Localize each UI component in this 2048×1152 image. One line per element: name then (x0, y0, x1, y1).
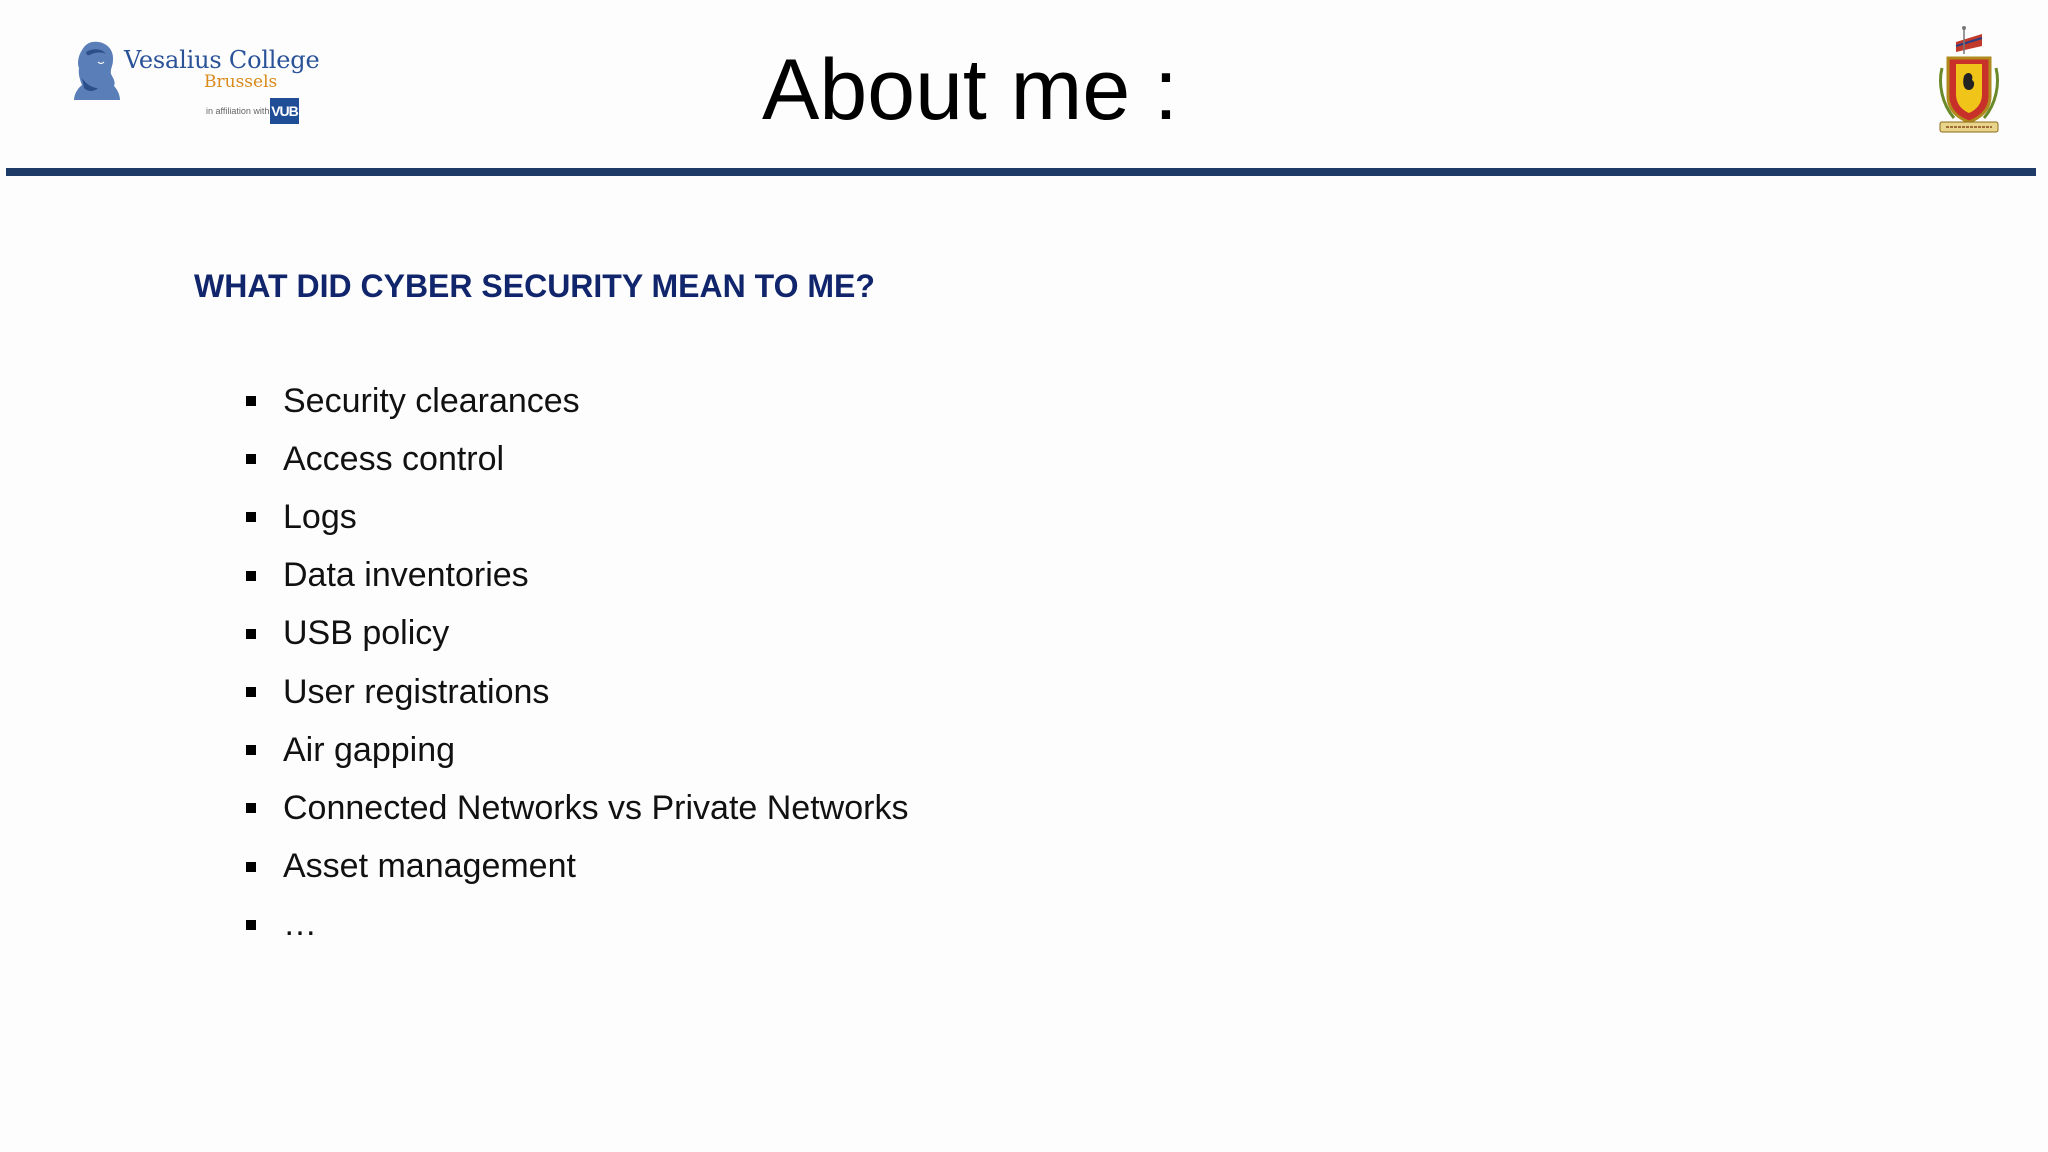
square-bullet-icon (246, 687, 256, 697)
square-bullet-icon (246, 396, 256, 406)
section-subtitle: WHAT DID CYBER SECURITY MEAN TO ME? (194, 268, 875, 304)
bullet-text: USB policy (283, 614, 450, 653)
square-bullet-icon (246, 629, 256, 639)
bullet-text: … (283, 905, 317, 944)
bullet-text: Access control (283, 439, 505, 478)
slide-title: About me : (762, 42, 1178, 138)
square-bullet-icon (246, 745, 256, 755)
list-item (246, 779, 908, 837)
list-item (246, 430, 908, 488)
list-item (246, 663, 908, 721)
vub-badge: VUB (270, 98, 299, 124)
logo-city-name: Brussels (204, 72, 278, 92)
list-item (246, 605, 908, 663)
heraldic-crest-icon (1934, 24, 2004, 136)
list-item (246, 488, 908, 546)
list-item (246, 896, 908, 954)
square-bullet-icon (246, 920, 256, 930)
bullet-list (246, 372, 908, 954)
list-item (246, 547, 908, 605)
logo-college-name: Vesalius College (124, 46, 320, 74)
bullet-text: Logs (283, 497, 357, 536)
list-item (246, 838, 908, 896)
square-bullet-icon (246, 862, 256, 872)
logo-affiliation-text: in affiliation with (206, 106, 270, 116)
square-bullet-icon (246, 803, 256, 813)
header-divider (6, 168, 2036, 176)
list-item (246, 372, 908, 430)
bullet-text: Air gapping (283, 730, 456, 769)
square-bullet-icon (246, 454, 256, 464)
bullet-text: User registrations (283, 672, 550, 711)
bullet-text: Data inventories (283, 556, 529, 595)
square-bullet-icon (246, 512, 256, 522)
bullet-text: Security clearances (283, 381, 580, 420)
list-item (246, 721, 908, 779)
bullet-text: Asset management (283, 847, 576, 886)
bullet-text: Connected Networks vs Private Networks (283, 788, 909, 827)
square-bullet-icon (246, 571, 256, 581)
